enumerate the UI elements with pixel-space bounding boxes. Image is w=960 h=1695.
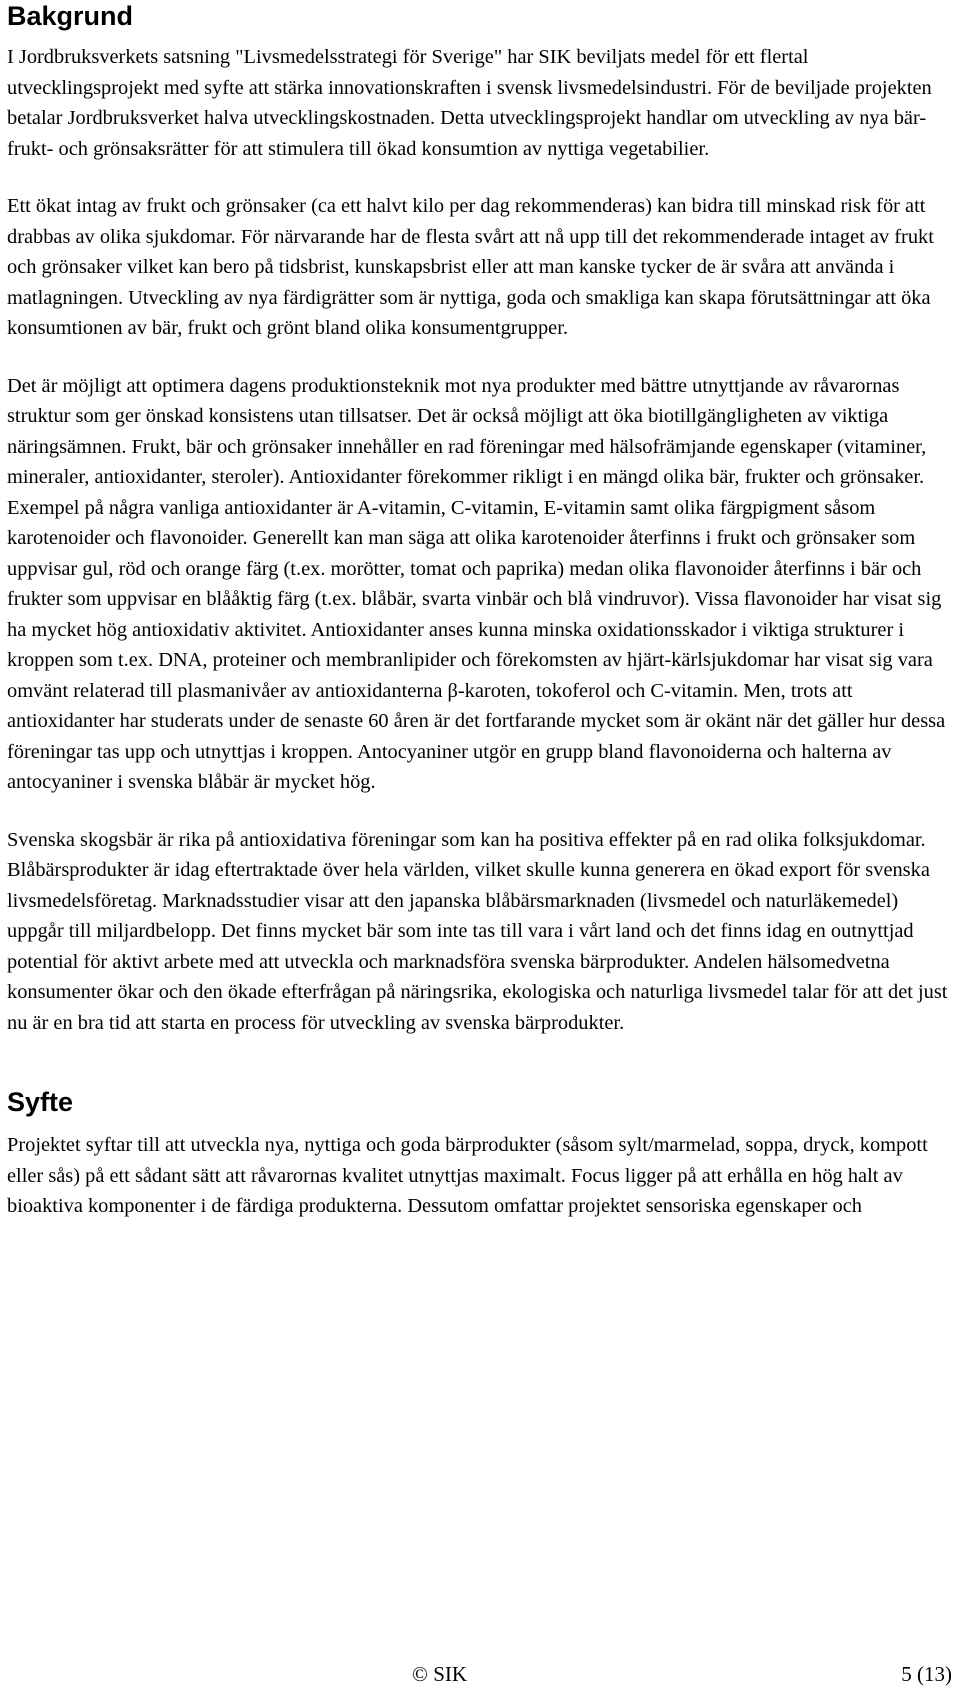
page-footer (0, 1662, 960, 1692)
paragraph: I Jordbruksverkets satsning "Livsmedelsstrategi för Sverige" har SIK beviljats medel för ett flertal utvecklingsprojekt med syfte att stärka innovationskraften i svensk livsmedelsindustri. För de beviljade projekten betalar Jordbruksverket halva utvecklingskostnaden. Detta utvecklingsprojekt handlar om utveckling av nya bär-frukt- och grönsaksrätter för att stimulera till ökad konsumtion av nyttiga vegetabilier. (7, 46, 932, 160)
paragraph: Svenska skogsbär är rika på antioxidativa föreningar som kan ha positiva effekter på en rad olika folksjukdomar. Blåbärsprodukter är idag eftertraktade över hela världen, vilket skulle kunna generera en ökad export för svenska livsmedelsföretag. Marknadsstudier visar att den japanska blåbärsmarknaden (livsmedel och naturläkemedel) uppgår till miljardbelopp. Det finns mycket bär som inte tas till vara i vårt land och det finns idag en outnyttjad potential för aktivt arbete med att utveckla och marknadsföra svenska bärprodukter. Andelen hälsomedvetna konsumenter ökar och den ökade efterfrågan på näringsrika, ekologiska och naturliga livsmedel talar för att det just nu är en bra tid att starta en process för utveckling av svenska bärprodukter. (7, 828, 948, 1034)
copyright-notice: © SIK (412, 1662, 468, 1686)
section-heading-syfte: Syfte (7, 1087, 74, 1117)
page-number: 5 (13) (901, 1662, 952, 1686)
paragraph: Ett ökat intag av frukt och grönsaker (ca ett halvt kilo per dag rekommenderas) kan bidra till minskad risk för att drabbas av olika sjukdomar. För närvarande har de flesta svårt att nå upp till det rekommenderade intaget av frukt och grönsaker vilket kan bero på tidsbrist, kunskapsbrist eller att man kanske tycker de är svåra att använda i matlagningen. Utveckling av nya färdigrätter som är nyttiga, goda och smakliga kan skapa förutsättningar att öka konsumtionen av bär, frukt och grönt bland olika konsumentgrupper. (7, 195, 934, 339)
section-heading-bakgrund: Bakgrund (7, 1, 134, 31)
paragraph: Det är möjligt att optimera dagens produktionsteknik mot nya produkter med bättre utnyttjande av råvarornas struktur som ger önskad konsistens utan tillsatser. Det är också möjligt att öka biotillgängligheten av viktiga näringsämnen. Frukt, bär och grönsaker innehåller en rad föreningar med hälsofrämjande egenskaper (vitaminer, mineraler, antioxidanter, steroler). Antioxidanter förekommer rikligt i en mängd olika bär, frukter och grönsaker. Exempel på några vanliga antioxidanter är A-vitamin, C-vitamin, E-vitamin samt olika färgpigment såsom karotenoider och flavonoider. Generellt kan man säga att olika karotenoider återfinns i frukt och grönsaker som uppvisar gul, röd och orange färg (t.ex. morötter, tomat och paprika) medan olika flavonoider återfinns i bär och frukter som uppvisar en blååktig färg (t.ex. blåbär, svarta vinbär och blå vindruvor). Vissa flavonoider har visat sig ha mycket hög antioxidativ aktivitet. Antioxidanter anses kunna minska oxidationsskador i viktiga strukturer i kroppen som t.ex. DNA, proteiner och membranlipider och förekomsten av hjärt-kärlsjukdomar har visat sig vara omvänt relaterad till plasmanivåer av antioxidanterna β-karoten, tokoferol och C-vitamin. Men, trots att antioxidanter har studerats under de senaste 60 åren är det fortfarande mycket som är okänt när det gäller hur dessa föreningar tas upp och utnyttjas i kroppen. Antocyaniner utgör en grupp bland flavonoiderna och halterna av antocyaniner i svenska blåbär är mycket hög. (7, 374, 946, 793)
paragraph: Projektet syftar till att utveckla nya, nyttiga och goda bärprodukter (såsom sylt/marmelad, soppa, dryck, kompott eller sås) på ett sådant sätt att råvarornas kvalitet utnyttjas maximalt. Focus ligger på att erhålla en hög halt av bioaktiva komponenter i de färdiga produkterna. Dessutom omfattar projektet sensoriska egenskaper och (7, 1134, 928, 1217)
